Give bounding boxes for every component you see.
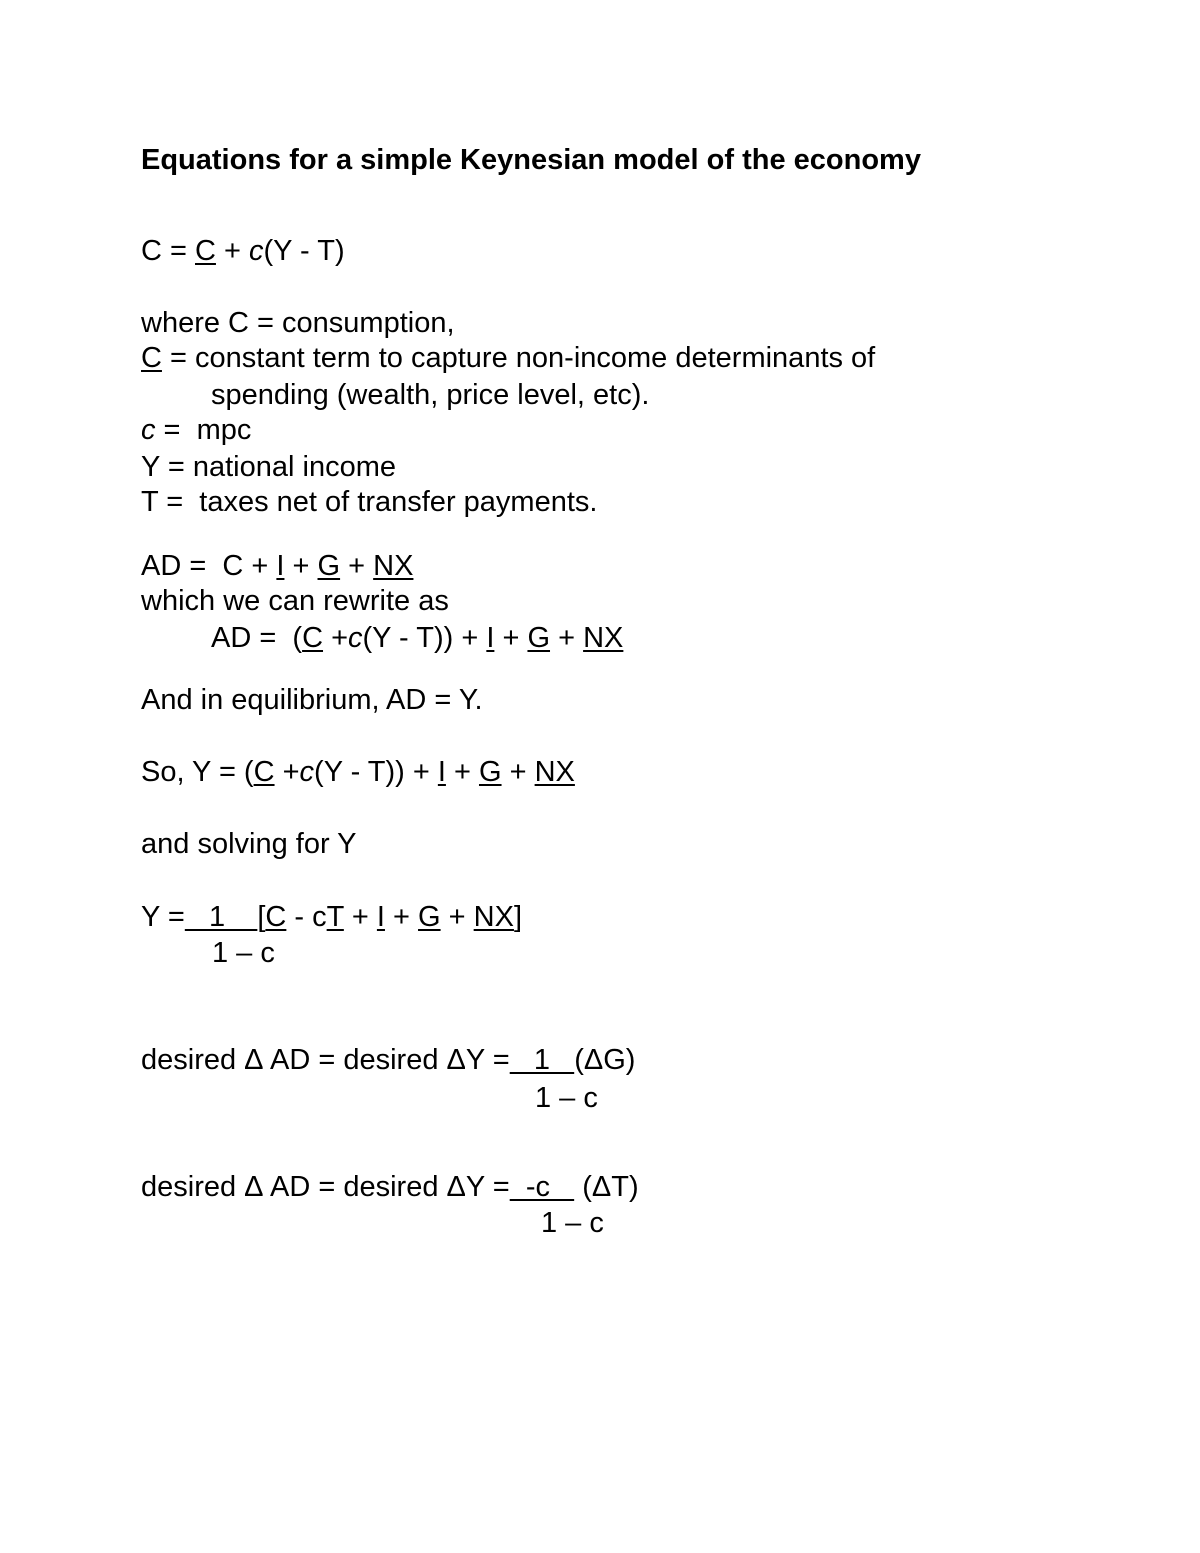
eq-text: Y = [141,901,185,933]
eq-text: C = [141,235,195,267]
tax-multiplier-equation [141,1169,639,1205]
eq-text: (Y - T)) + [314,756,438,788]
eq-text: + [215,235,250,267]
eq-text: ] [513,901,523,933]
eq-text: (Y - T) [263,235,345,267]
definition-autonomous-consumption-cont: spending (wealth, price level, etc). [211,379,650,411]
autonomous-consumption-symbol: C [265,901,287,933]
fraction-denominator: 1 – c [212,937,275,969]
definition-national-income: Y = national income [141,451,396,483]
investment-symbol: I [437,756,446,788]
definition-autonomous-consumption [141,340,875,376]
aggregate-demand-rewrite [211,620,623,656]
eq-text: So, Y = ( [141,756,254,788]
net-exports-symbol: NX [534,756,575,788]
government-symbol: G [527,622,551,654]
government-multiplier-equation [141,1042,635,1078]
eq-text: + [384,901,419,933]
aggregate-demand-equation [141,548,413,584]
mpc-symbol: c [348,622,363,654]
definition-text: = constant term to capture non-income determinants of [161,342,876,374]
net-exports-symbol: NX [473,901,514,933]
eq-text: + [323,622,349,654]
eq-text: - c [286,901,327,933]
page-title: Equations for a simple Keynesian model of the economy [141,144,921,176]
solving-text: and solving for Y [141,828,357,860]
eq-text: + [340,550,374,582]
taxes-symbol: T [326,901,344,933]
government-symbol: G [418,901,441,933]
eq-text: desired Δ AD = desired ΔY = [141,1044,510,1076]
rewrite-text: which we can rewrite as [141,585,449,617]
solution-equation [141,899,522,935]
autonomous-consumption-symbol: C [195,235,216,267]
mpc-symbol: c [299,756,315,788]
eq-text: + [445,756,479,788]
equilibrium-text: And in equilibrium, AD = Y. [141,684,483,716]
fraction-numerator: -c [509,1171,575,1203]
eq-text: + [284,550,318,582]
investment-symbol: I [486,622,495,654]
eq-text: + [550,622,584,654]
fraction-numerator: 1 [184,901,258,933]
eq-text: + [343,901,377,933]
definition-consumption: where C = consumption, [141,307,455,339]
autonomous-consumption-symbol: C [141,342,162,374]
investment-symbol: I [276,550,285,582]
government-symbol: G [317,550,341,582]
definition-taxes: T = taxes net of transfer payments. [141,486,598,518]
eq-text: (ΔT) [574,1171,639,1203]
definition-text: = mpc [155,414,252,446]
fraction-numerator: 1 [509,1044,575,1076]
eq-text: (Y - T)) + [362,622,487,654]
fraction-denominator: 1 – c [541,1207,604,1239]
autonomous-consumption-symbol: C [253,756,275,788]
eq-text: + [494,622,528,654]
eq-text: desired Δ AD = desired ΔY = [141,1171,510,1203]
equilibrium-equation [141,754,575,790]
eq-text: [ [257,901,266,933]
eq-text: AD = C + [141,550,277,582]
eq-text: + [440,901,474,933]
fraction-denominator: 1 – c [535,1082,598,1114]
government-symbol: G [478,756,502,788]
autonomous-consumption-symbol: C [302,622,324,654]
eq-text: (ΔG) [574,1044,636,1076]
eq-text: AD = ( [211,622,303,654]
eq-text: + [501,756,535,788]
eq-text: + [274,756,300,788]
mpc-symbol: c [141,414,156,446]
net-exports-symbol: NX [373,550,414,582]
mpc-symbol: c [249,235,264,267]
definition-mpc [141,412,251,448]
consumption-equation [141,233,345,269]
net-exports-symbol: NX [583,622,624,654]
investment-symbol: I [376,901,385,933]
